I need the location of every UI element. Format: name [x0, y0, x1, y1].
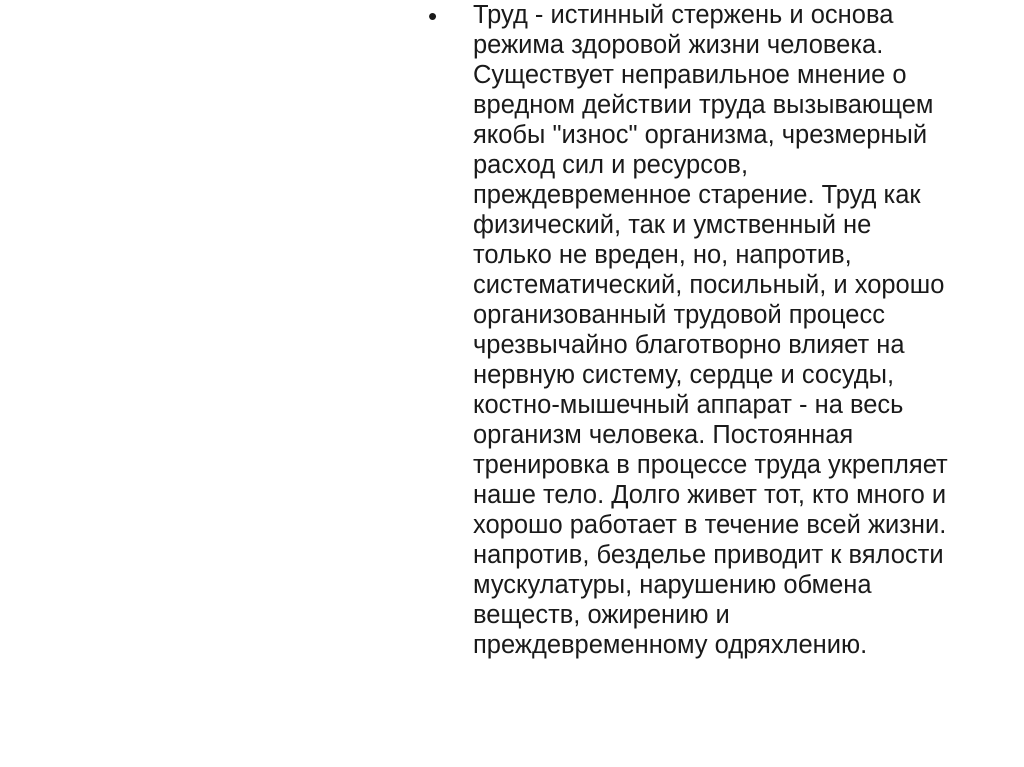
paragraph-line: режима здоровой жизни человека.: [473, 31, 884, 59]
bullet-item: [428, 0, 1018, 660]
paragraph-line: напротив, безделье приводит к вялости: [473, 541, 944, 569]
bullet-list: [428, 0, 1018, 660]
paragraph-line: веществ, ожирению и: [473, 601, 730, 629]
paragraph-line: организованный трудовой процесс: [473, 301, 885, 329]
paragraph-line: тренировка в процессе труда укрепляет: [473, 451, 948, 479]
paragraph-line: мускулатуры, нарушению обмена: [473, 571, 872, 599]
bullet-dot-icon: •: [428, 1, 438, 31]
paragraph-line: якобы "износ" организма, чрезмерный: [473, 121, 928, 149]
paragraph-line: вредном действии труда вызывающем: [473, 91, 934, 119]
paragraph-line: костно-мышечный аппарат - на весь: [473, 391, 904, 419]
paragraph-line: наше тело. Долго живет тот, кто много и: [473, 481, 947, 509]
paragraph-line: преждевременное старение. Труд как: [473, 181, 921, 209]
paragraph-line: чрезвычайно благотворно влияет на: [473, 331, 905, 359]
paragraph-line: систематический, посильный, и хорошо: [473, 271, 945, 299]
paragraph-line: организм человека. Постоянная: [473, 421, 854, 449]
paragraph-line: только не вреден, но, напротив,: [473, 241, 852, 269]
paragraph-line: Существует неправильное мнение о: [473, 61, 907, 89]
paragraph-line: Труд - истинный стержень и основа: [473, 1, 894, 29]
paragraph-line: физический, так и умственный не: [473, 211, 872, 239]
paragraph-line: хорошо работает в течение всей жизни.: [473, 511, 947, 539]
paragraph-line: расход сил и ресурсов,: [473, 151, 749, 179]
paragraph-line: нервную систему, сердце и сосуды,: [473, 361, 895, 389]
paragraph-line: преждевременному одряхлению.: [473, 631, 868, 659]
